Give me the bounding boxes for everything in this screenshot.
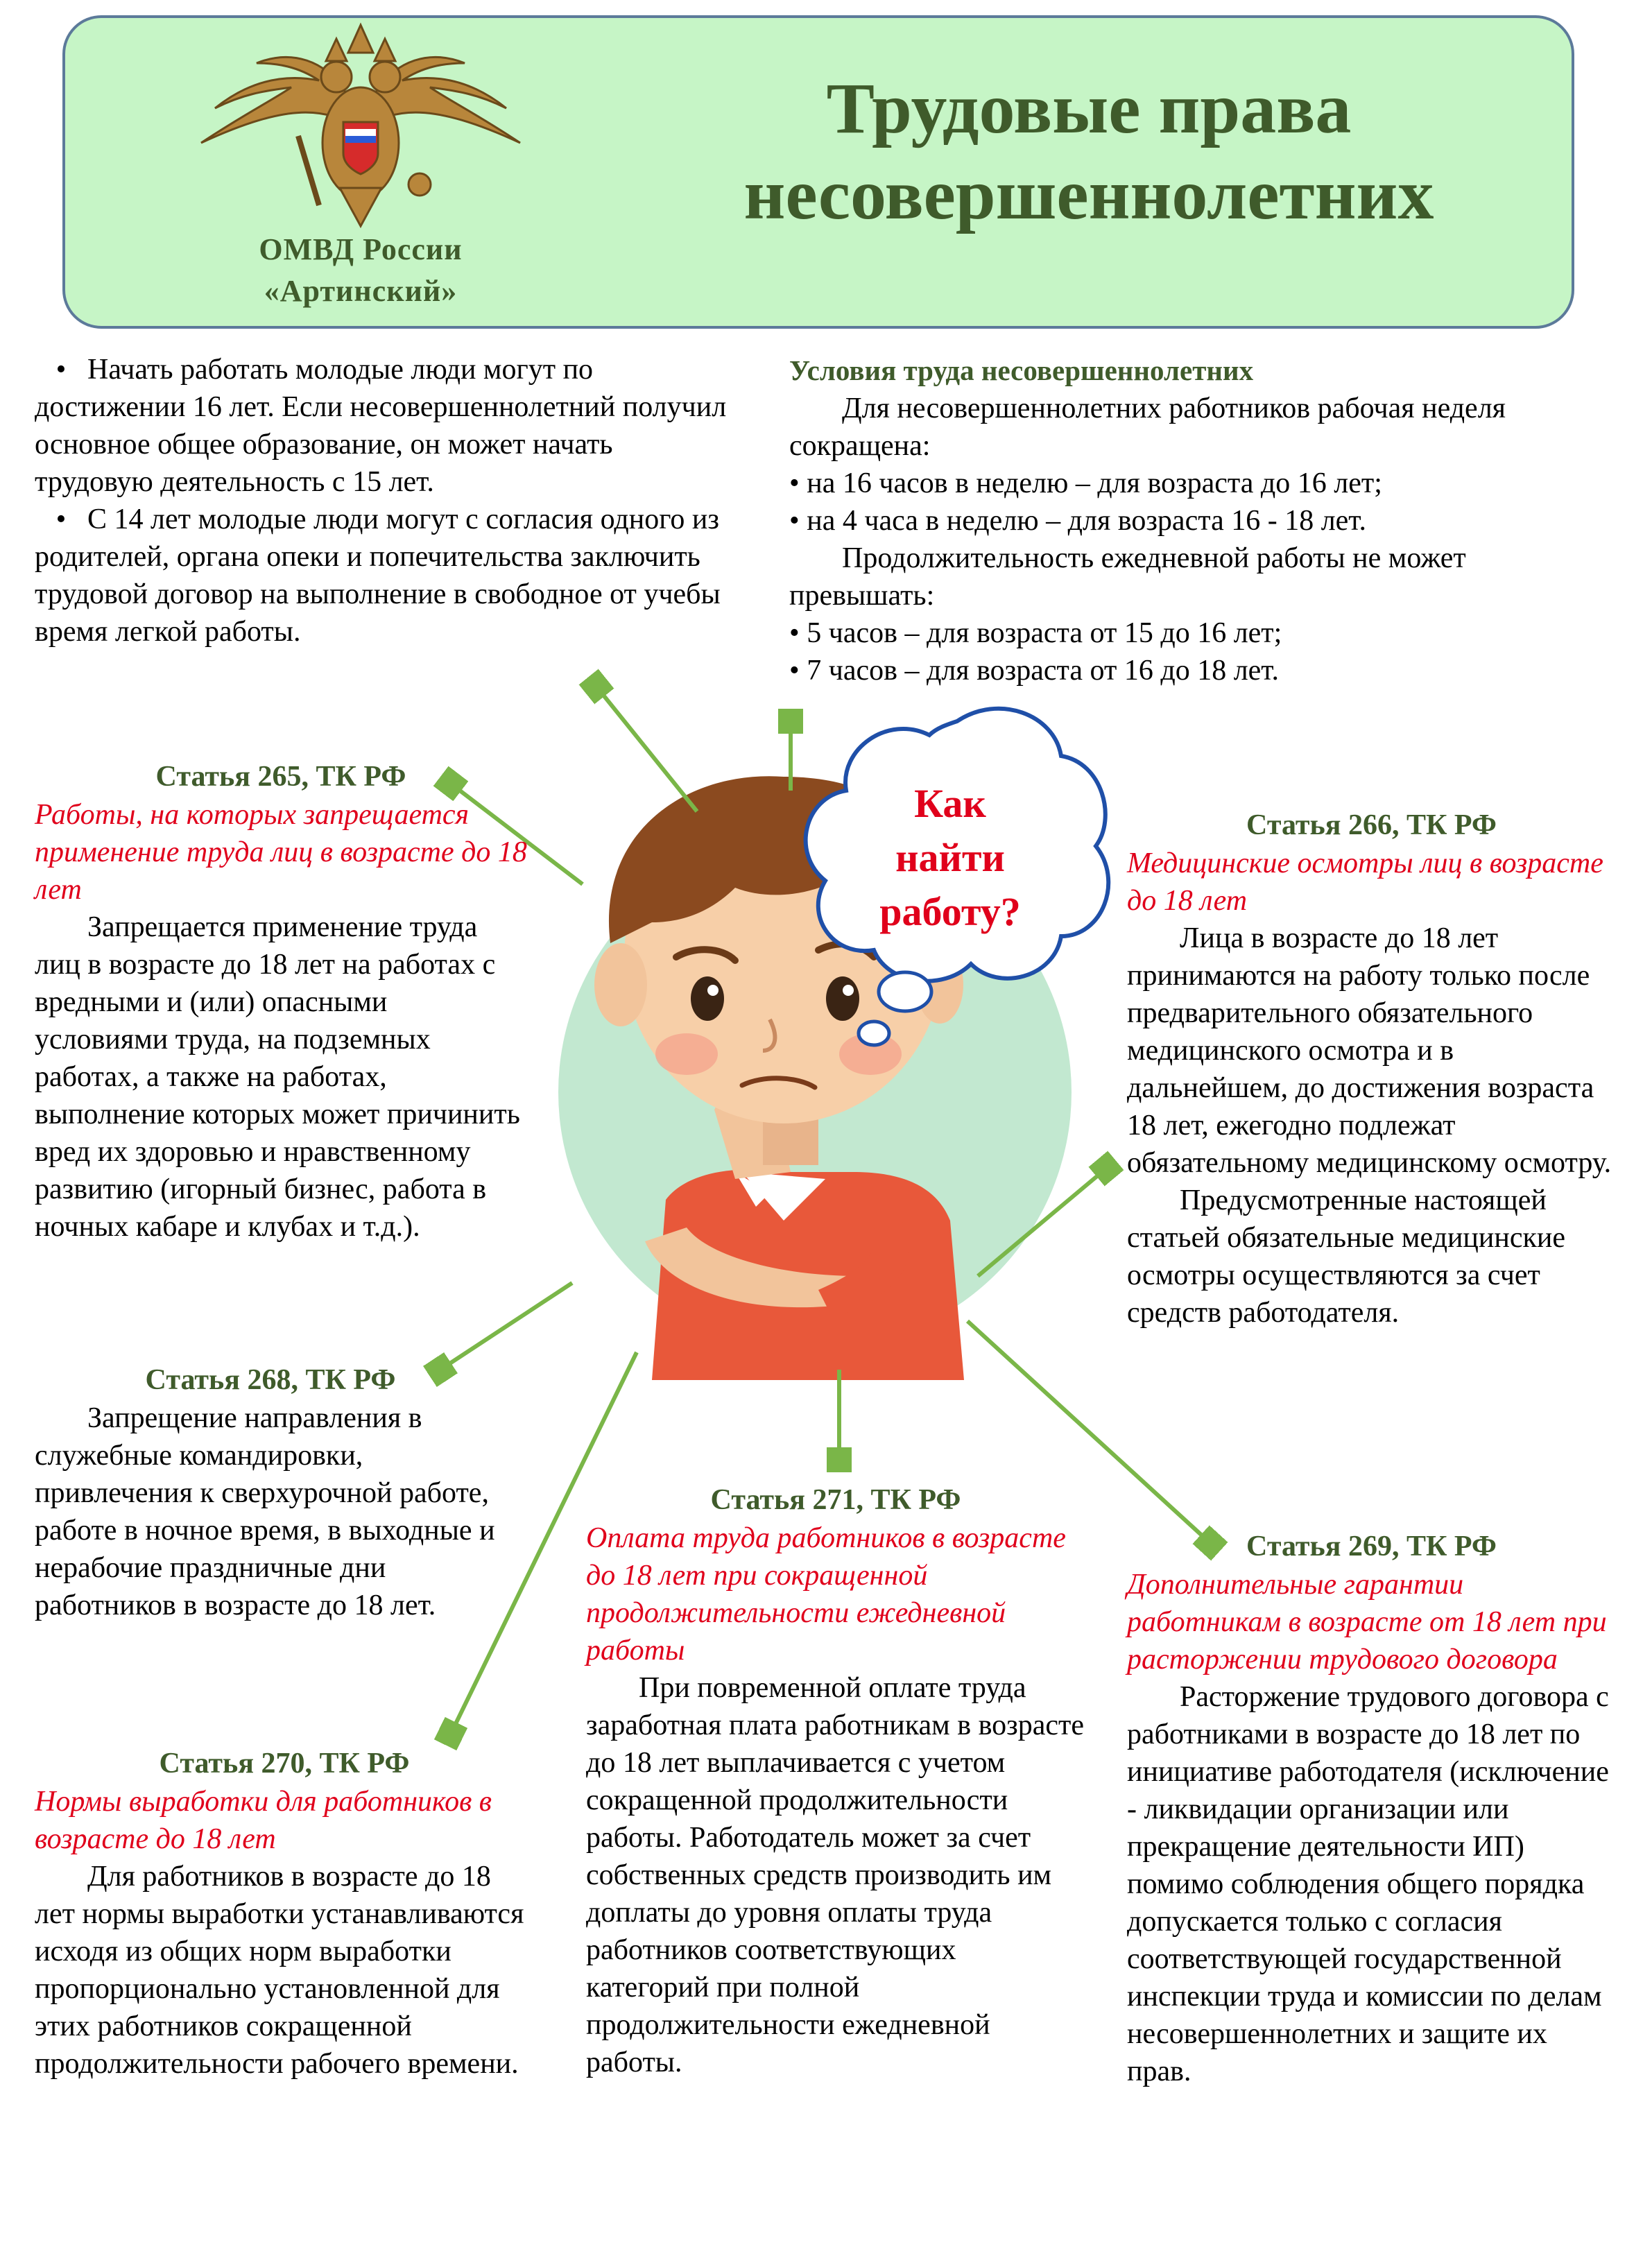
- article-266-body-1: Лица в возрасте до 18 лет принимаются на работу только после предварительного обязательного медицинского осмотра и в дальнейшем, до достижения возраста 18 лет, ежегодно подлежат обязательному медицинскому осмотру.: [1127, 922, 1612, 1179]
- conditions-bullet-2: • на 4 часа в неделю – для возраста 16 - 18 лет.: [789, 505, 1366, 537]
- bullet-icon: •: [55, 503, 67, 535]
- org-line-2: «Артинский»: [264, 274, 458, 308]
- arrow-to-intro: [596, 687, 697, 811]
- article-266-body-2: Предусмотренные настоящей статьей обязательные медицинские осмотры осуществляются за счет средств работодателя.: [1127, 1184, 1566, 1329]
- article-266-title: Статья 266, ТК РФ: [1246, 809, 1497, 841]
- article-271-subtitle: Оплата труда работников в возрасте до 18 лет при сокращенной продолжительности ежедневной работы: [586, 1522, 1066, 1666]
- article-266: [1127, 806, 1616, 1332]
- title-line-1: Трудовые права: [826, 69, 1352, 148]
- article-265-title: Статья 265, ТК РФ: [155, 761, 406, 793]
- conditions-bullet-1: • на 16 часов в неделю – для возраста до 16 лет;: [789, 467, 1382, 499]
- conditions-title: Условия труда несовершеннолетних: [789, 354, 1254, 386]
- article-270: [35, 1744, 534, 2083]
- conditions-bullet-3: • 5 часов – для возраста от 15 до 16 лет;: [789, 617, 1282, 649]
- article-270-title: Статья 270, ТК РФ: [159, 1748, 410, 1780]
- article-265-body: Запрещается применение труда лиц в возрасте до 18 лет на работах с вредными и (или) опасными условиями труда, на подземных работах, а также на работах, выполнение которых может причинить вред их здоровью и нравственному развитию (игорный бизнес, работа в ночных кабаре и клубах и т.д.).: [35, 911, 520, 1243]
- article-265-subtitle: Работы, на которых запрещается применение труда лиц в возрасте до 18 лет: [35, 799, 527, 906]
- article-269: [1127, 1527, 1616, 2090]
- bullet-icon: •: [789, 505, 807, 537]
- article-271-body: При повременной оплате труда заработная плата работникам в возрасте до 18 лет выплачивается с учетом сокращенной продолжительности работы. Работодатель может за счет собственных средств производить им доплаты до уровня оплаты труда работников соответствующих категорий при полной продолжительности ежедневной работы.: [586, 1672, 1084, 2078]
- intro-item-1: • Начать работать молодые люди могут по достижении 16 лет. Если несовершеннолетний получил основное общее образование, он может начать трудовую деятельность с 15 лет.: [35, 351, 728, 501]
- bullet-icon: •: [789, 655, 807, 687]
- intro-item-2: • С 14 лет молодые люди могут с согласия одного из родителей, органа опеки и попечительства заключить трудовой договор на выполнение в свободное от учебы время легкой работы.: [35, 501, 728, 650]
- article-268-title: Статья 268, ТК РФ: [145, 1364, 396, 1396]
- article-271: [586, 1481, 1085, 2081]
- arrow-to-266: [978, 1169, 1106, 1276]
- conditions-bullet-4: • 7 часов – для возраста от 16 до 18 лет.: [789, 655, 1279, 687]
- article-268: [35, 1361, 506, 1624]
- article-269-body: Расторжение трудового договора с работниками в возрасте до 18 лет по инициативе работодателя (исключение - ликвидации организации или прекращение деятельности ИП) помимо соблюдения общего порядка допускается только с согласия соответствующей государственной инспекции труда и комиссии по делам несовершеннолетних и защите их прав.: [1127, 1681, 1609, 2087]
- article-265: [35, 757, 527, 1246]
- article-268-body: Запрещение направления в служебные командировки, привлечения к сверхурочной работе, работе в ночное время, в выходные и нерабочие праздничные дни работников в возрасте до 18 лет.: [35, 1402, 495, 1621]
- article-269-subtitle: Дополнительные гарантии работникам в возрасте от 18 лет при расторжении трудового договора: [1127, 1569, 1607, 1675]
- article-270-body: Для работников в возрасте до 18 лет нормы выработки устанавливаются исходя из общих норм выработки пропорционально установленной для этих работников сокращенной продолжительности рабочего времени.: [35, 1861, 524, 2080]
- article-266-subtitle: Медицинские осмотры лиц в возрасте до 18 лет: [1127, 847, 1603, 917]
- bubble-line-3: работу?: [879, 889, 1021, 934]
- org-line-1: ОМВД России: [259, 232, 463, 266]
- bullet-icon: •: [789, 617, 807, 649]
- conditions-text-2: Продолжительность ежедневной работы не может превышать:: [789, 542, 1466, 612]
- bubble-line-2: найти: [895, 835, 1005, 880]
- bubble-line-1: Как: [914, 781, 986, 826]
- article-271-title: Статья 271, ТК РФ: [710, 1484, 961, 1516]
- conditions-text-1: Для несовершеннолетних работников рабочая неделя сокращена:: [789, 393, 1506, 462]
- article-270-subtitle: Нормы выработки для работников в возрасте до 18 лет: [35, 1786, 492, 1855]
- title-line-2: несовершеннолетних: [743, 155, 1434, 234]
- bullet-icon: •: [55, 354, 67, 386]
- bullet-icon: •: [789, 467, 807, 499]
- article-269-title: Статья 269, ТК РФ: [1246, 1531, 1497, 1562]
- arrow-to-268: [440, 1283, 572, 1370]
